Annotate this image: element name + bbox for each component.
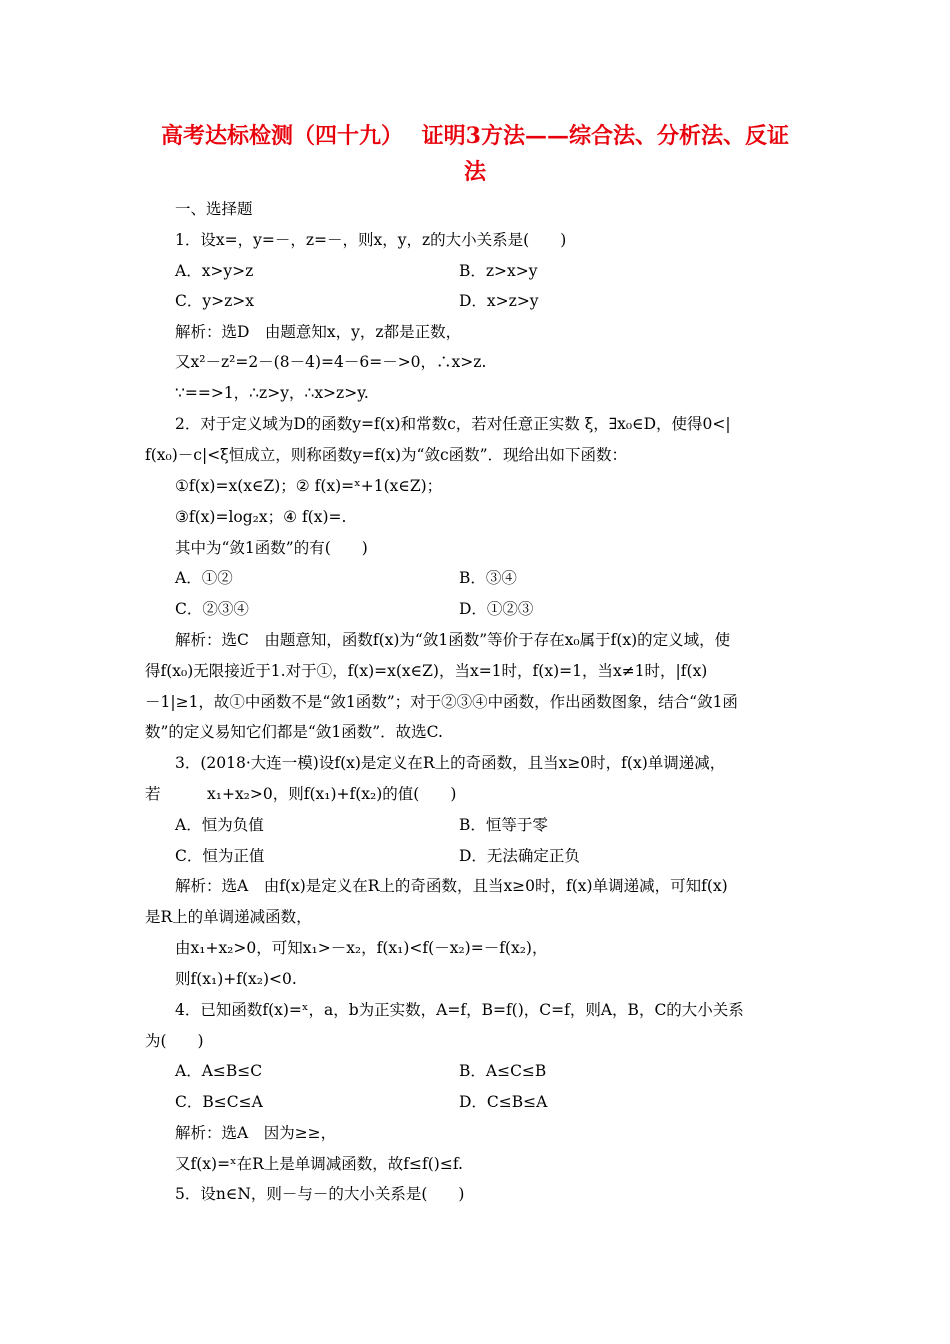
question-1-option-a: A．x>y>z	[175, 262, 254, 280]
question-2-function-list: ①f(x)=x(x∈Z)；② f(x)=ˣ+1(x∈Z)；	[175, 477, 443, 495]
question-4-solution-line: 解析：选A 因为≥≥，	[175, 1124, 337, 1142]
question-2-solution-line: 解析：选C 由题意知，函数f(x)为“敛1函数”等价于存在x₀属于f(x)的定义域，使	[175, 631, 731, 649]
question-1-option-d: D．x>z>y	[459, 292, 539, 310]
question-2-option-c: C．②③④	[175, 600, 249, 618]
question-2-continued: f(x₀)－c|<ξ恒成立，则称函数y=f(x)为“敛c函数”．现给出如下函数：	[145, 446, 628, 464]
question-3-option-d: D．无法确定正负	[459, 847, 580, 865]
question-1-solution-line: ∵==>1，∴z>y，∴x>z>y.	[175, 384, 369, 402]
question-4-option-c: C．B≤C≤A	[175, 1093, 263, 1111]
question-1-option-b: B．z>x>y	[459, 262, 538, 280]
question-2-solution-line: 得f(x₀)无限接近于1.对于①，f(x)=x(x∈Z)，当x=1时，f(x)=1，当x≠1时，|f(x)	[145, 662, 708, 680]
document-title-continued: 法	[463, 159, 486, 185]
question-3-solution-line: 则f(x₁)+f(x₂)<0.	[175, 970, 297, 988]
question-1-solution-line: 解析：选D 由题意知x，y，z都是正数，	[175, 323, 462, 341]
question-1-option-c: C．y>z>x	[175, 292, 254, 310]
question-3-option-b: B．恒等于零	[459, 816, 548, 834]
document-title: 高考达标检测（四十九） 证明3方法——综合法、分析法、反证	[161, 123, 789, 149]
question-5: 5．设n∈N，则－与－的大小关系是( )	[175, 1185, 465, 1203]
question-4: 4．已知函数f(x)=ˣ，a，b为正实数，A=f，B=f()，C=f，则A，B，C的大小关系	[175, 1001, 744, 1019]
question-3-solution-line: 由x₁+x₂>0，可知x₁>－x₂，f(x₁)<f(－x₂)=－f(x₂)，	[175, 939, 548, 957]
question-4-option-a: A．A≤B≤C	[175, 1062, 263, 1080]
question-2-option-d: D．①②③	[459, 600, 534, 618]
question-4-option-b: B．A≤C≤B	[459, 1062, 547, 1080]
section-heading: 一、选择题	[175, 200, 253, 218]
question-4-solution-line: 又f(x)=ˣ在R上是单调减函数，故f≤f()≤f.	[175, 1155, 463, 1173]
question-2-prompt: 其中为“敛1函数”的有( )	[175, 539, 368, 557]
question-3-option-c: C．恒为正值	[175, 847, 265, 865]
question-3: 3．(2018·大连一模)设f(x)是定义在R上的奇函数，且当x≥0时，f(x)单调递减，	[175, 754, 726, 772]
question-3-option-a: A．恒为负值	[175, 816, 264, 834]
question-1-solution-line: 又x²－z²=2－(8－4)=4－6=－>0，∴x>z.	[175, 353, 487, 371]
question-1: 1．设x=，y=－，z=－，则x，y，z的大小关系是( )	[175, 231, 567, 249]
question-2-option-b: B．③④	[459, 569, 517, 587]
question-2-solution-line: －1|≥1，故①中函数不是“敛1函数”；对于②③④中函数，作出函数图象，结合“敛1函	[145, 693, 738, 711]
question-2-option-a: A．①②	[175, 569, 233, 587]
question-2-solution-line: 数”的定义易知它们都是“敛1函数”．故选C.	[145, 723, 443, 741]
question-3-solution-line: 解析：选A 由f(x)是定义在R上的奇函数，且当x≥0时，f(x)单调递减，可知f(x)	[175, 877, 728, 895]
question-2-function-list: ③f(x)=log₂x；④ f(x)=.	[175, 508, 347, 526]
question-2: 2．对于定义域为D的函数y=f(x)和常数c，若对任意正实数 ξ，∃x₀∈D，使得0<|	[175, 415, 731, 433]
question-4-continued: 为( )	[145, 1032, 204, 1050]
question-3-solution-line: 是R上的单调递减函数，	[145, 908, 312, 926]
question-4-option-d: D．C≤B≤A	[459, 1093, 548, 1111]
question-3-continued: 若 x₁+x₂>0，则f(x₁)+f(x₂)的值( )	[145, 785, 457, 803]
